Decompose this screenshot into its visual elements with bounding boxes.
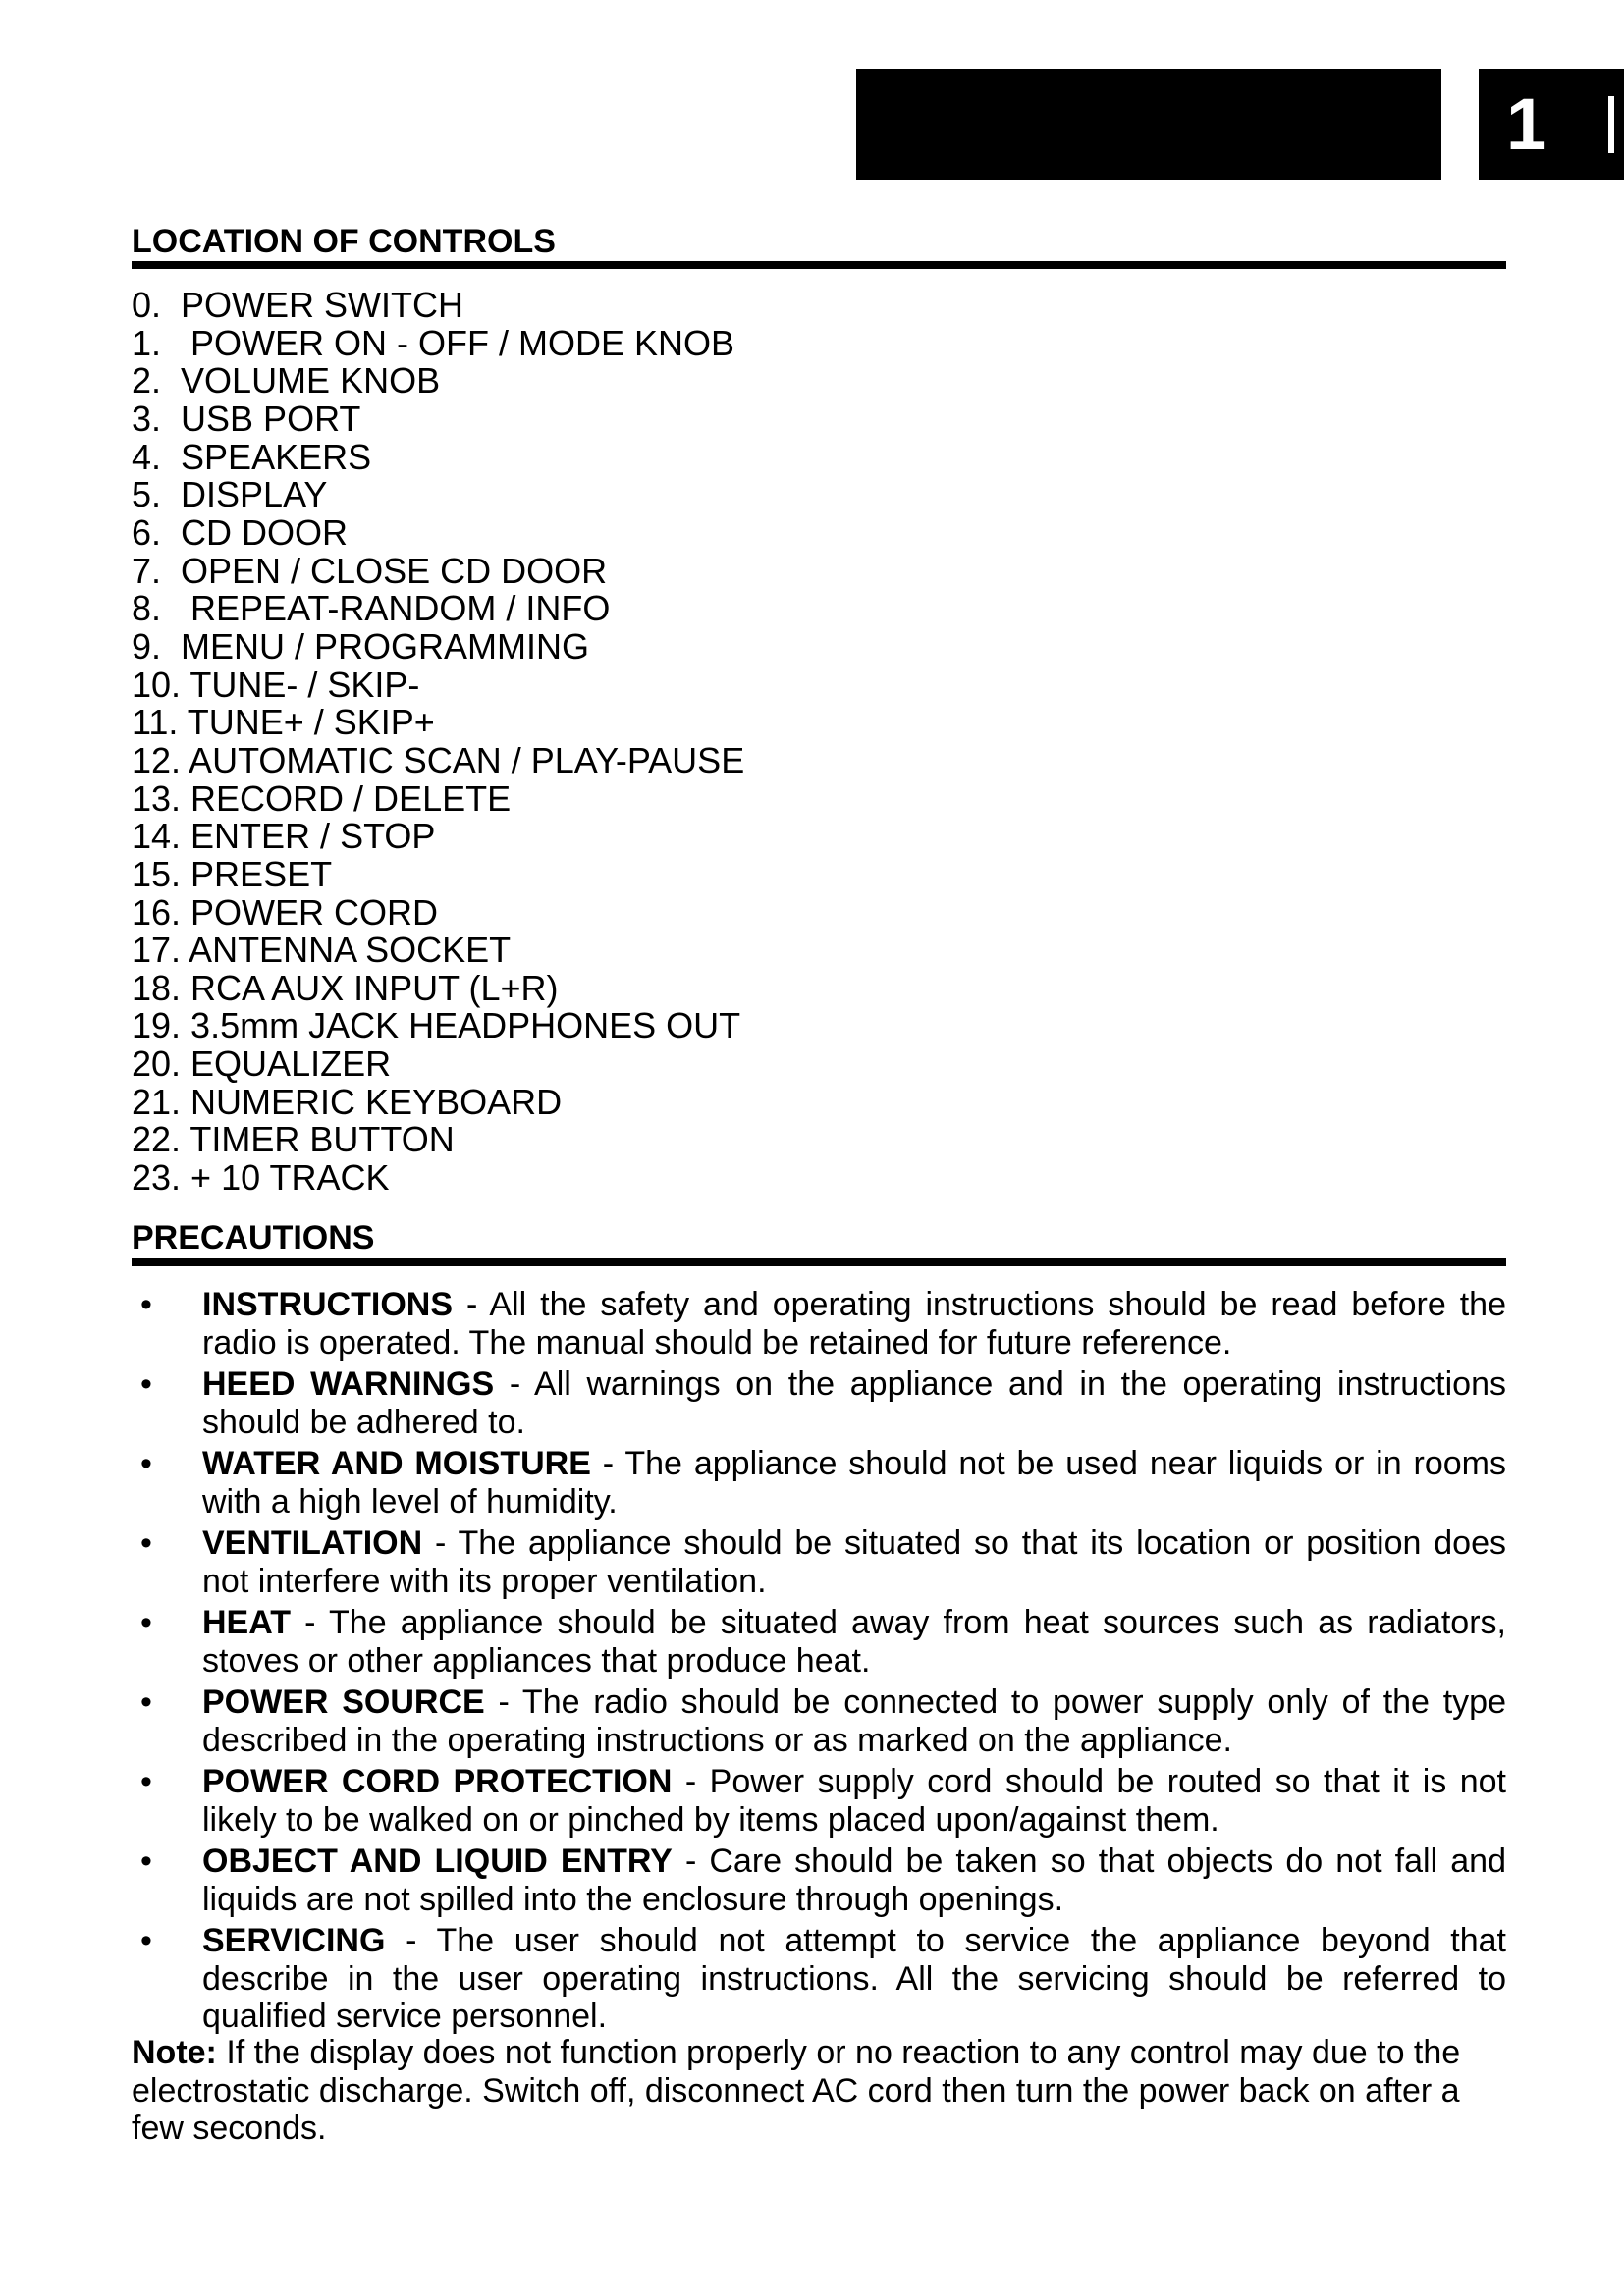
precaution-text: - Care should be taken so that objects do not fall and liquids are not spilled into the enclosure through openings. <box>202 1842 1506 1918</box>
control-item: 5. DISPLAY <box>132 474 328 515</box>
precaution-item <box>132 1445 1506 1521</box>
bullet-icon: • <box>140 1365 152 1403</box>
precaution-term: WATER AND MOISTURE <box>202 1445 591 1482</box>
precaution-term: HEAT <box>202 1604 292 1641</box>
precaution-item <box>132 1286 1506 1362</box>
precaution-text: - The radio should be connected to power supply only of the type described in the operating instructions or as marked on the appliance. <box>202 1683 1507 1759</box>
precaution-text: - All the safety and operating instructions should be read before the radio is operated. The manual should be retained for future reference. <box>202 1286 1506 1362</box>
bullet-icon: • <box>140 1683 152 1721</box>
bullet-icon: • <box>140 1524 152 1562</box>
bullet-icon: • <box>140 1842 152 1880</box>
control-item: 17. ANTENNA SOCKET <box>132 930 512 971</box>
control-item: 11. TUNE+ / SKIP+ <box>132 702 435 743</box>
precaution-text: - The appliance should not be used near liquids or in rooms with a high level of humidity. <box>202 1445 1507 1521</box>
page-number-tab <box>1479 69 1624 180</box>
precaution-text: - The appliance should be situated so that its location or position does not interfere with its proper ventilation. <box>202 1524 1506 1600</box>
precaution-item <box>132 1683 1506 1759</box>
control-item: 4. SPEAKERS <box>132 436 372 477</box>
precaution-term: POWER CORD PROTECTION <box>202 1763 673 1800</box>
control-item: 9. MENU / PROGRAMMING <box>132 625 590 667</box>
precaution-item <box>132 1922 1506 2036</box>
precaution-item <box>132 1842 1506 1918</box>
control-item: 2. VOLUME KNOB <box>132 360 441 401</box>
precaution-item <box>132 1365 1506 1441</box>
note-paragraph <box>132 2034 1506 2148</box>
precaution-text: - All warnings on the appliance and in the operating instructions should be adhered to. <box>202 1365 1506 1441</box>
control-item: 1. POWER ON - OFF / MODE KNOB <box>132 322 735 363</box>
precaution-item <box>132 1604 1506 1680</box>
note-label: Note: <box>132 2034 217 2071</box>
control-item: 23. + 10 TRACK <box>132 1157 390 1199</box>
precaution-term: SERVICING <box>202 1922 386 1959</box>
control-item: 16. POWER CORD <box>132 891 439 933</box>
precautions-title: PRECAUTIONS <box>132 1219 375 1256</box>
bullet-icon: • <box>140 1286 152 1323</box>
precaution-text: - The appliance should be situated away from heat sources such as radiators, stoves or other appliances that produce heat. <box>202 1604 1506 1680</box>
precaution-item <box>132 1763 1506 1839</box>
control-item: 7. OPEN / CLOSE CD DOOR <box>132 550 608 591</box>
precaution-term: VENTILATION <box>202 1524 423 1562</box>
precautions-rule <box>132 1258 1506 1266</box>
precaution-term: POWER SOURCE <box>202 1683 485 1721</box>
location-of-controls-title: LOCATION OF CONTROLS <box>132 223 556 260</box>
control-item: 10. TUNE- / SKIP- <box>132 664 420 705</box>
location-of-controls-rule <box>132 261 1506 269</box>
bullet-icon: • <box>140 1922 152 1959</box>
control-item: 15. PRESET <box>132 853 333 894</box>
precaution-item <box>132 1524 1506 1600</box>
control-item: 21. NUMERIC KEYBOARD <box>132 1081 563 1122</box>
control-item: 3. USB PORT <box>132 398 361 439</box>
bullet-icon: • <box>140 1604 152 1641</box>
precaution-term: OBJECT AND LIQUID ENTRY <box>202 1842 673 1880</box>
precaution-term: INSTRUCTIONS <box>202 1286 453 1323</box>
precaution-text: - The user should not attempt to service the appliance beyond that describe in the user operating instructions. All the servicing should be referred to qualified service personnel. <box>202 1922 1506 2035</box>
precaution-text: - Power supply cord should be routed so that it is not likely to be walked on or pinched by items placed upon/against them. <box>202 1763 1506 1839</box>
header-bar <box>856 69 1441 180</box>
control-item: 22. TIMER BUTTON <box>132 1119 455 1160</box>
bullet-icon: • <box>140 1763 152 1800</box>
control-item: 12. AUTOMATIC SCAN / PLAY-PAUSE <box>132 739 745 780</box>
control-item: 13. RECORD / DELETE <box>132 777 512 819</box>
precaution-term: HEED WARNINGS <box>202 1365 495 1403</box>
control-item: 18. RCA AUX INPUT (L+R) <box>132 967 559 1008</box>
bullet-icon: • <box>140 1445 152 1482</box>
page-number: 1 <box>1506 83 1547 165</box>
control-item: 14. ENTER / STOP <box>132 816 436 857</box>
note-text: If the display does not function properly or no reaction to any control may due to the electrostatic discharge. Switch off, disconnect AC cord then turn the power back on after a few seconds. <box>132 2034 1461 2147</box>
precautions-list <box>132 1286 1506 2040</box>
control-item: 8. REPEAT-RANDOM / INFO <box>132 588 611 629</box>
control-item: 19. 3.5mm JACK HEADPHONES OUT <box>132 1005 741 1046</box>
tab-notch <box>1608 96 1614 153</box>
control-item: 20. EQUALIZER <box>132 1043 392 1085</box>
controls-list <box>132 287 744 1198</box>
control-item: 6. CD DOOR <box>132 511 349 553</box>
control-item: 0. POWER SWITCH <box>132 285 464 325</box>
